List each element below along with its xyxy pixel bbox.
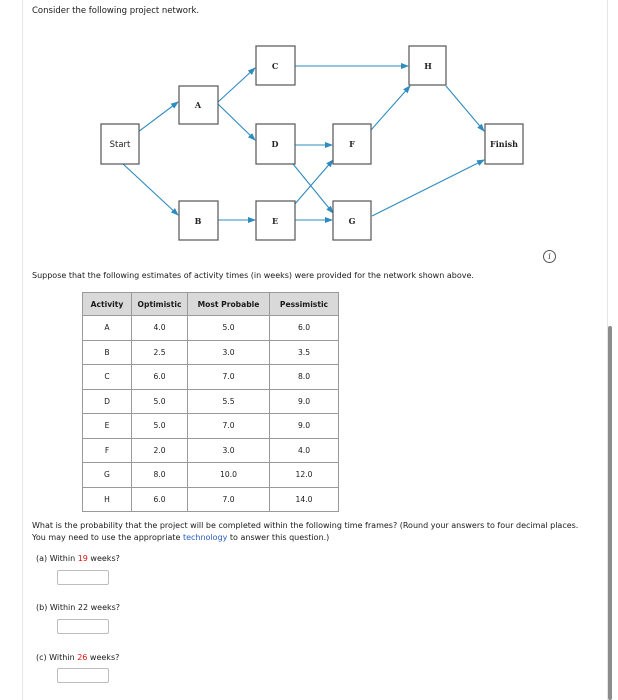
cell-most-probable: 3.0 (188, 438, 270, 463)
arrow-a-d (218, 104, 255, 140)
node-h-label: H (424, 61, 432, 71)
node-e-label: E (271, 216, 279, 226)
cell-pessimistic: 3.5 (270, 340, 339, 365)
node-d-label: D (271, 139, 279, 149)
table-row (83, 438, 339, 463)
cell-activity: E (83, 414, 132, 439)
cell-pessimistic: 8.0 (270, 365, 339, 390)
part-b-suffix: weeks? (88, 603, 121, 612)
node-g-label: G (348, 216, 356, 226)
intro-text: Consider the following project network. (32, 6, 200, 16)
cell-activity: A (83, 316, 132, 341)
table-row (83, 316, 339, 341)
node-start-label: Start (109, 140, 131, 150)
part-a-weeks: 19 (77, 554, 88, 563)
arrow-start-a (138, 102, 178, 132)
project-network-diagram (0, 0, 618, 260)
table-row (83, 414, 339, 439)
part-c-suffix: weeks? (87, 653, 120, 662)
question-text (32, 520, 592, 544)
network-arrows (122, 66, 484, 220)
cell-optimistic: 6.0 (132, 487, 188, 512)
part-c-prefix: (c) Within (36, 653, 78, 662)
arrow-f-h (371, 86, 410, 130)
arrow-d-g (293, 164, 333, 213)
table-row (83, 340, 339, 365)
header-most-probable: Most Probable (188, 293, 270, 316)
cell-activity: F (83, 438, 132, 463)
node-c-label: C (271, 61, 279, 71)
table-row (83, 365, 339, 390)
cell-pessimistic: 9.0 (270, 389, 339, 414)
cell-activity: B (83, 340, 132, 365)
cell-activity: G (83, 463, 132, 488)
arrow-start-b (122, 163, 178, 215)
cell-optimistic: 5.0 (132, 389, 188, 414)
part-a-suffix: weeks? (87, 554, 120, 563)
part-b-answer-input[interactable] (57, 619, 109, 634)
node-b-label: B (194, 216, 202, 226)
technology-link[interactable]: technology (182, 533, 228, 542)
table-row (83, 389, 339, 414)
part-b-weeks: 22 (77, 603, 89, 612)
cell-pessimistic: 14.0 (270, 487, 339, 512)
cell-pessimistic: 9.0 (270, 414, 339, 439)
vertical-scrollbar[interactable] (608, 326, 612, 700)
node-a-label: A (194, 100, 202, 110)
part-b-prefix: (b) Within (36, 603, 78, 612)
part-b-label (36, 603, 120, 612)
arrow-g-finish (372, 160, 484, 216)
node-f-label: F (349, 139, 355, 149)
cell-pessimistic: 6.0 (270, 316, 339, 341)
cell-activity: C (83, 365, 132, 390)
cell-most-probable: 5.5 (188, 389, 270, 414)
header-activity: Activity (83, 293, 132, 316)
activity-times-table (82, 292, 339, 512)
cell-pessimistic: 4.0 (270, 438, 339, 463)
node-finish-label: Finish (490, 139, 518, 149)
part-c-label (36, 653, 119, 662)
cell-most-probable: 7.0 (188, 487, 270, 512)
cell-optimistic: 8.0 (132, 463, 188, 488)
header-optimistic: Optimistic (132, 293, 188, 316)
part-c-answer-input[interactable] (57, 668, 109, 683)
cell-optimistic: 2.0 (132, 438, 188, 463)
cell-most-probable: 3.0 (188, 340, 270, 365)
question-text-part-1: What is the probability that the project will be completed within the following time frames? (Round your answers to four decimal places. You may need to use the appropriate (32, 521, 579, 542)
cell-most-probable: 7.0 (188, 365, 270, 390)
cell-optimistic: 6.0 (132, 365, 188, 390)
cell-pessimistic: 12.0 (270, 463, 339, 488)
info-icon[interactable]: i (543, 250, 556, 263)
table-row (83, 487, 339, 512)
cell-most-probable: 5.0 (188, 316, 270, 341)
part-c-weeks: 26 (77, 653, 88, 662)
table-header-row (83, 293, 339, 316)
arrow-e-f (294, 160, 333, 205)
part-a-answer-input[interactable] (57, 570, 109, 585)
part-a-label (36, 554, 120, 563)
activity-times-intro: Suppose that the following estimates of activity times (in weeks) were provided for the network shown above. (32, 271, 474, 280)
cell-optimistic: 4.0 (132, 316, 188, 341)
cell-most-probable: 7.0 (188, 414, 270, 439)
part-a-prefix: (a) Within (36, 554, 78, 563)
cell-activity: H (83, 487, 132, 512)
cell-optimistic: 5.0 (132, 414, 188, 439)
arrow-a-c (218, 68, 255, 102)
arrow-h-finish (446, 86, 484, 131)
cell-activity: D (83, 389, 132, 414)
header-pessimistic: Pessimistic (270, 293, 339, 316)
cell-optimistic: 2.5 (132, 340, 188, 365)
question-text-part-2: to answer this question.) (227, 533, 330, 542)
table-row (83, 463, 339, 488)
cell-most-probable: 10.0 (188, 463, 270, 488)
